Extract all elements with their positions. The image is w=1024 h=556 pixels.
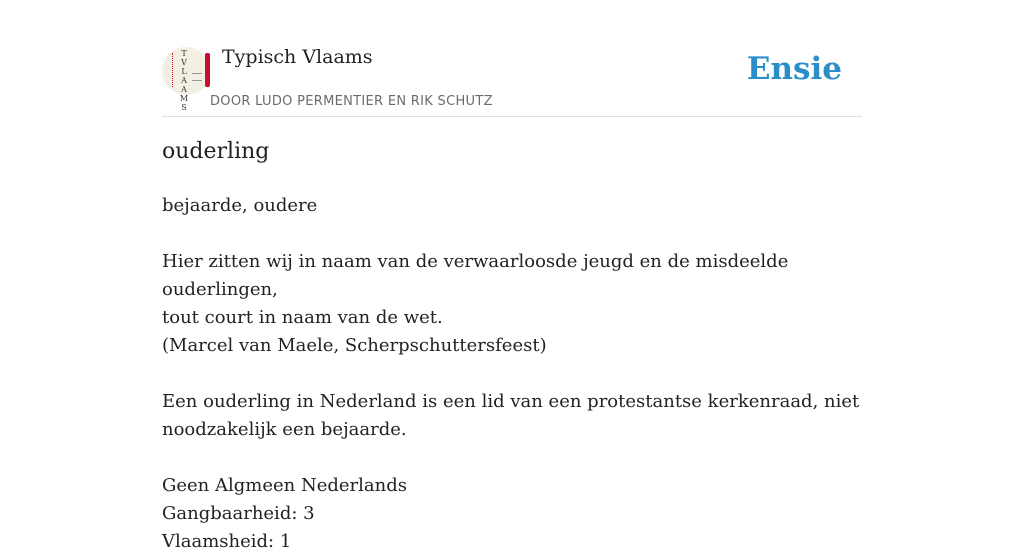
entry-content (162, 192, 868, 556)
logo-letters: T V L A A M S (179, 49, 189, 112)
note-line: noodzakelijk een bejaarde. (162, 419, 407, 440)
entry-title: ouderling (162, 139, 270, 164)
logo-red-stripe (205, 53, 210, 87)
quote-line: Hier zitten wij in naam van de verwaarloosde jeugd en de misdeelde ouderlingen, (162, 251, 789, 300)
logo-dots-decoration (172, 53, 175, 87)
meta-gangbaarheid: Gangbaarheid: 3 (162, 503, 315, 524)
blog-authors: DOOR LUDO PERMENTIER EN RIK SCHUTZ (210, 94, 493, 109)
blog-title[interactable]: Typisch Vlaams (222, 46, 373, 68)
quote-line: tout court in naam van de wet. (162, 307, 443, 328)
meta-vlaamsheid: Vlaamsheid: 1 (162, 531, 292, 552)
note-line: Een ouderling in Nederland is een lid van een protestantse kerkenraad, niet (162, 391, 860, 412)
paragraph-gap (162, 444, 868, 472)
meta-label: Geen Algmeen Nederlands (162, 475, 407, 496)
ensie-logo-link[interactable]: Ensie (746, 51, 842, 87)
logo-lines-decoration (192, 73, 202, 81)
paragraph-gap (162, 360, 868, 388)
site-header (162, 44, 862, 117)
quote-source: (Marcel van Maele, Scherpschuttersfeest) (162, 335, 547, 356)
book-cover-logo[interactable] (162, 47, 210, 112)
definition-text: bejaarde, oudere (162, 195, 318, 216)
paragraph-gap (162, 220, 868, 248)
